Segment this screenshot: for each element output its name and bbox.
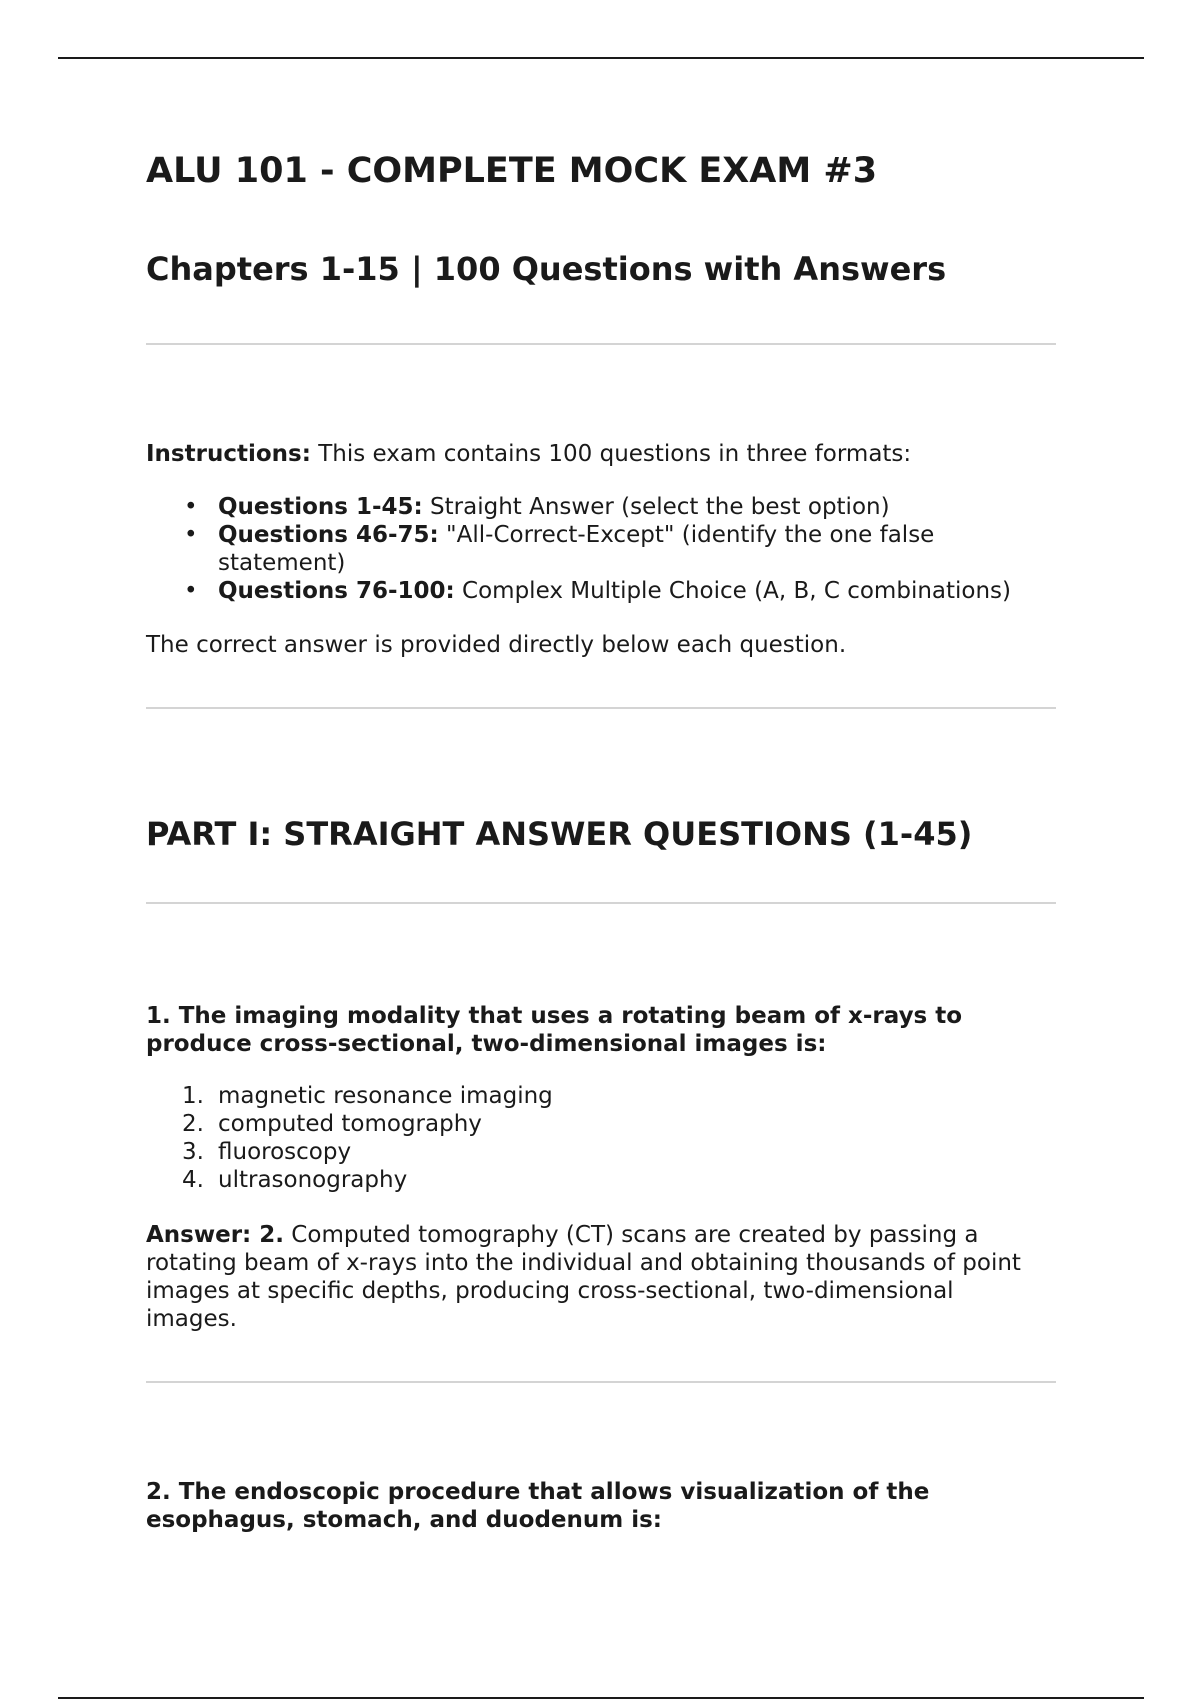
question-2: 2. The endoscopic procedure that allows visualization of the esophagus, stomach, and duodenum is: (146, 1479, 930, 1533)
format-text: Complex Multiple Choice (A, B, C combinations) (454, 578, 1012, 604)
format-label: Questions 1-45: (218, 494, 423, 520)
question-1: 1. The imaging modality that uses a rotating beam of x-rays to produce cross-sectional, two-dimensional images is: (146, 1003, 963, 1057)
bullet-icon: • (184, 494, 198, 520)
format-label: Questions 46-75: (218, 522, 439, 548)
format-list (146, 493, 1056, 605)
instructions-label: Instructions: (146, 441, 311, 467)
divider (146, 1381, 1056, 1383)
part-heading: PART I: STRAIGHT ANSWER QUESTIONS (1-45) (146, 815, 973, 853)
option-number: 3. (182, 1139, 204, 1165)
answer-label: Answer: 2. (146, 1222, 284, 1248)
page-top-rule (58, 57, 1144, 59)
option-text: magnetic resonance imaging (218, 1083, 553, 1109)
option-number: 2. (182, 1111, 204, 1137)
format-text: "All-Correct-Except" (identify the one false statement) (218, 522, 935, 576)
divider (146, 707, 1056, 709)
list-item (146, 493, 1056, 521)
option-item (146, 1082, 1056, 1110)
divider (146, 902, 1056, 904)
question-1-options (146, 1082, 1056, 1194)
list-item (146, 521, 1056, 577)
option-text: computed tomography (218, 1111, 482, 1137)
format-label: Questions 76-100: (218, 578, 455, 604)
list-item (146, 577, 1056, 605)
option-item (146, 1110, 1056, 1138)
question-1-answer (146, 1221, 1046, 1333)
option-text: ultrasonography (218, 1167, 408, 1193)
page-bottom-rule (58, 1697, 1144, 1699)
exam-title: ALU 101 - COMPLETE MOCK EXAM #3 (146, 151, 878, 191)
divider (146, 343, 1056, 345)
bullet-icon: • (184, 578, 198, 604)
option-item (146, 1166, 1056, 1194)
instructions-paragraph (146, 440, 1056, 468)
exam-subtitle: Chapters 1-15 | 100 Questions with Answers (146, 250, 947, 288)
option-number: 1. (182, 1083, 204, 1109)
answer-note: The correct answer is provided directly below each question. (146, 632, 847, 658)
option-item (146, 1138, 1056, 1166)
bullet-icon: • (184, 522, 198, 548)
option-text: fluoroscopy (218, 1139, 352, 1165)
option-number: 4. (182, 1167, 204, 1193)
answer-explanation: Computed tomography (CT) scans are created by passing a rotating beam of x-rays into the individual and obtaining thousands of point images at specific depths, producing cross-sectional, two-dimensional images. (146, 1222, 1021, 1332)
format-text: Straight Answer (select the best option) (422, 494, 890, 520)
instructions-text: This exam contains 100 questions in three formats: (310, 441, 912, 467)
